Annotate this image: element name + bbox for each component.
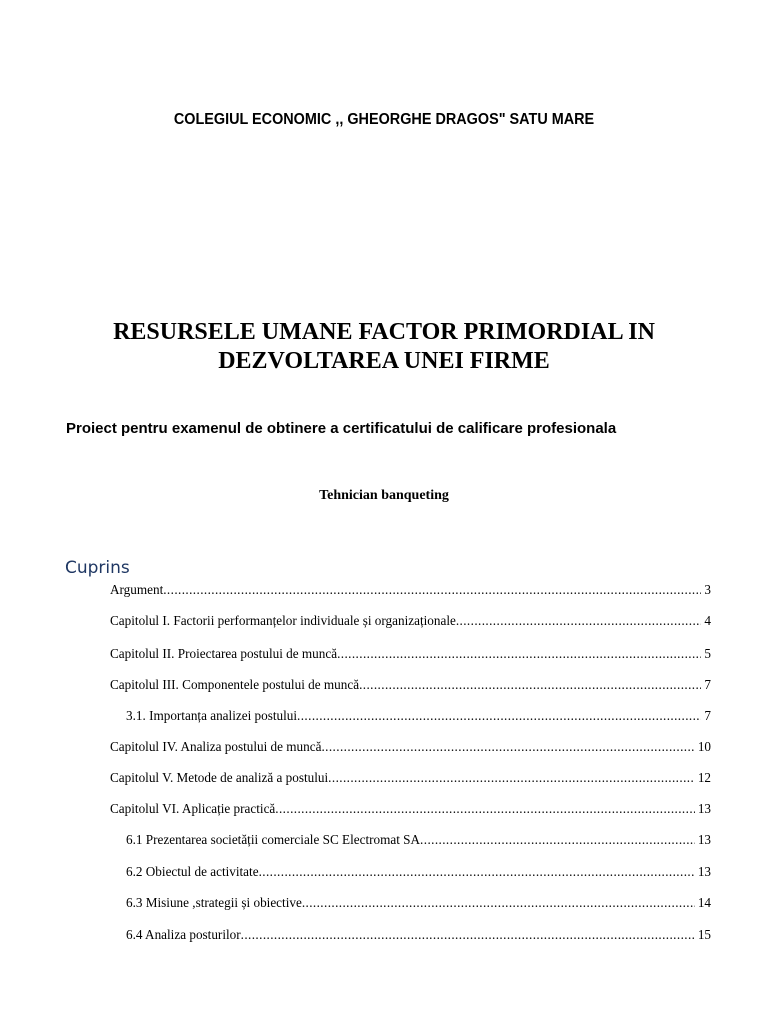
toc-entry-page: 13: [697, 801, 711, 816]
toc-entry-page: 3: [704, 582, 711, 597]
toc-entry-page: 14: [697, 895, 711, 910]
toc-entry-text: Capitolul V. Metode de analiză a postului: [110, 770, 329, 785]
toc-entry-text: 6.3 Misiune ,strategii și obiective: [126, 895, 302, 910]
toc-entry-page: 10: [697, 739, 711, 754]
toc-entry[interactable]: [110, 801, 711, 817]
toc-entry[interactable]: [110, 646, 711, 662]
toc-entry[interactable]: [126, 708, 711, 724]
toc-leader-dots: [241, 927, 695, 943]
toc-entry-page: 13: [697, 832, 711, 847]
toc-leader-dots: [321, 739, 694, 755]
toc-entry-page: 13: [697, 864, 711, 879]
toc-leader-dots: [297, 708, 701, 724]
toc-leader-dots: [302, 895, 695, 911]
qualification-name: Tehnician banqueting: [319, 488, 449, 503]
toc-entry-page: 4: [704, 613, 711, 628]
toc-entry[interactable]: [110, 613, 711, 629]
toc-leader-dots: [163, 582, 701, 598]
toc-heading: Cuprins: [65, 558, 130, 578]
toc-entry[interactable]: [110, 739, 711, 755]
toc-entry-text: Capitolul I. Factorii performanțelor individuale și organizaționale: [110, 613, 456, 628]
toc-entry-text: Argument: [110, 582, 164, 597]
toc-entry[interactable]: [126, 832, 711, 848]
toc-leader-dots: [275, 801, 695, 817]
toc-entry[interactable]: [126, 927, 711, 943]
toc-entry-page: 7: [704, 677, 711, 692]
toc-leader-dots: [456, 613, 702, 629]
toc-entry-text: Capitolul IV. Analiza postului de muncă: [110, 739, 322, 754]
toc-leader-dots: [328, 770, 695, 786]
project-description: Proiect pentru examenul de obtinere a certificatului de calificare profesionala: [66, 420, 617, 437]
toc-entry[interactable]: [126, 895, 711, 911]
toc-leader-dots: [359, 677, 701, 693]
toc-entry-text: Capitolul II. Proiectarea postului de muncă: [110, 646, 338, 661]
document-title-line-1: RESURSELE UMANE FACTOR PRIMORDIAL IN: [113, 319, 655, 345]
toc-entry[interactable]: [110, 582, 711, 598]
toc-entry[interactable]: [110, 770, 711, 786]
toc-entry-page: 12: [697, 770, 711, 785]
school-name: COLEGIUL ECONOMIC ,, GHEORGHE DRAGOS" SATU MARE: [173, 111, 595, 128]
toc-entry-page: 15: [697, 927, 711, 942]
toc-leader-dots: [259, 864, 695, 880]
toc-entry-text: 3.1. Importanța analizei postului: [126, 708, 298, 723]
toc-entry-page: 7: [704, 708, 711, 723]
toc-entry-text: 6.4 Analiza posturilor: [126, 927, 241, 942]
toc-leader-dots: [337, 646, 701, 662]
toc-entry-text: Capitolul III. Componentele postului de muncă: [110, 677, 360, 692]
document-title-line-2: DEZVOLTAREA UNEI FIRME: [218, 348, 550, 374]
toc-entry-text: Capitolul VI. Aplicație practică: [110, 801, 276, 816]
toc-entry[interactable]: [126, 864, 711, 880]
toc-entry-text: 6.2 Obiectul de activitate: [126, 864, 259, 879]
toc-entry-text: 6.1 Prezentarea societății comerciale SC Electromat SA: [126, 832, 421, 847]
document-title: [0, 318, 768, 376]
toc-entry[interactable]: [110, 677, 711, 693]
toc-entry-page: 5: [704, 646, 711, 661]
toc-leader-dots: [420, 832, 695, 848]
